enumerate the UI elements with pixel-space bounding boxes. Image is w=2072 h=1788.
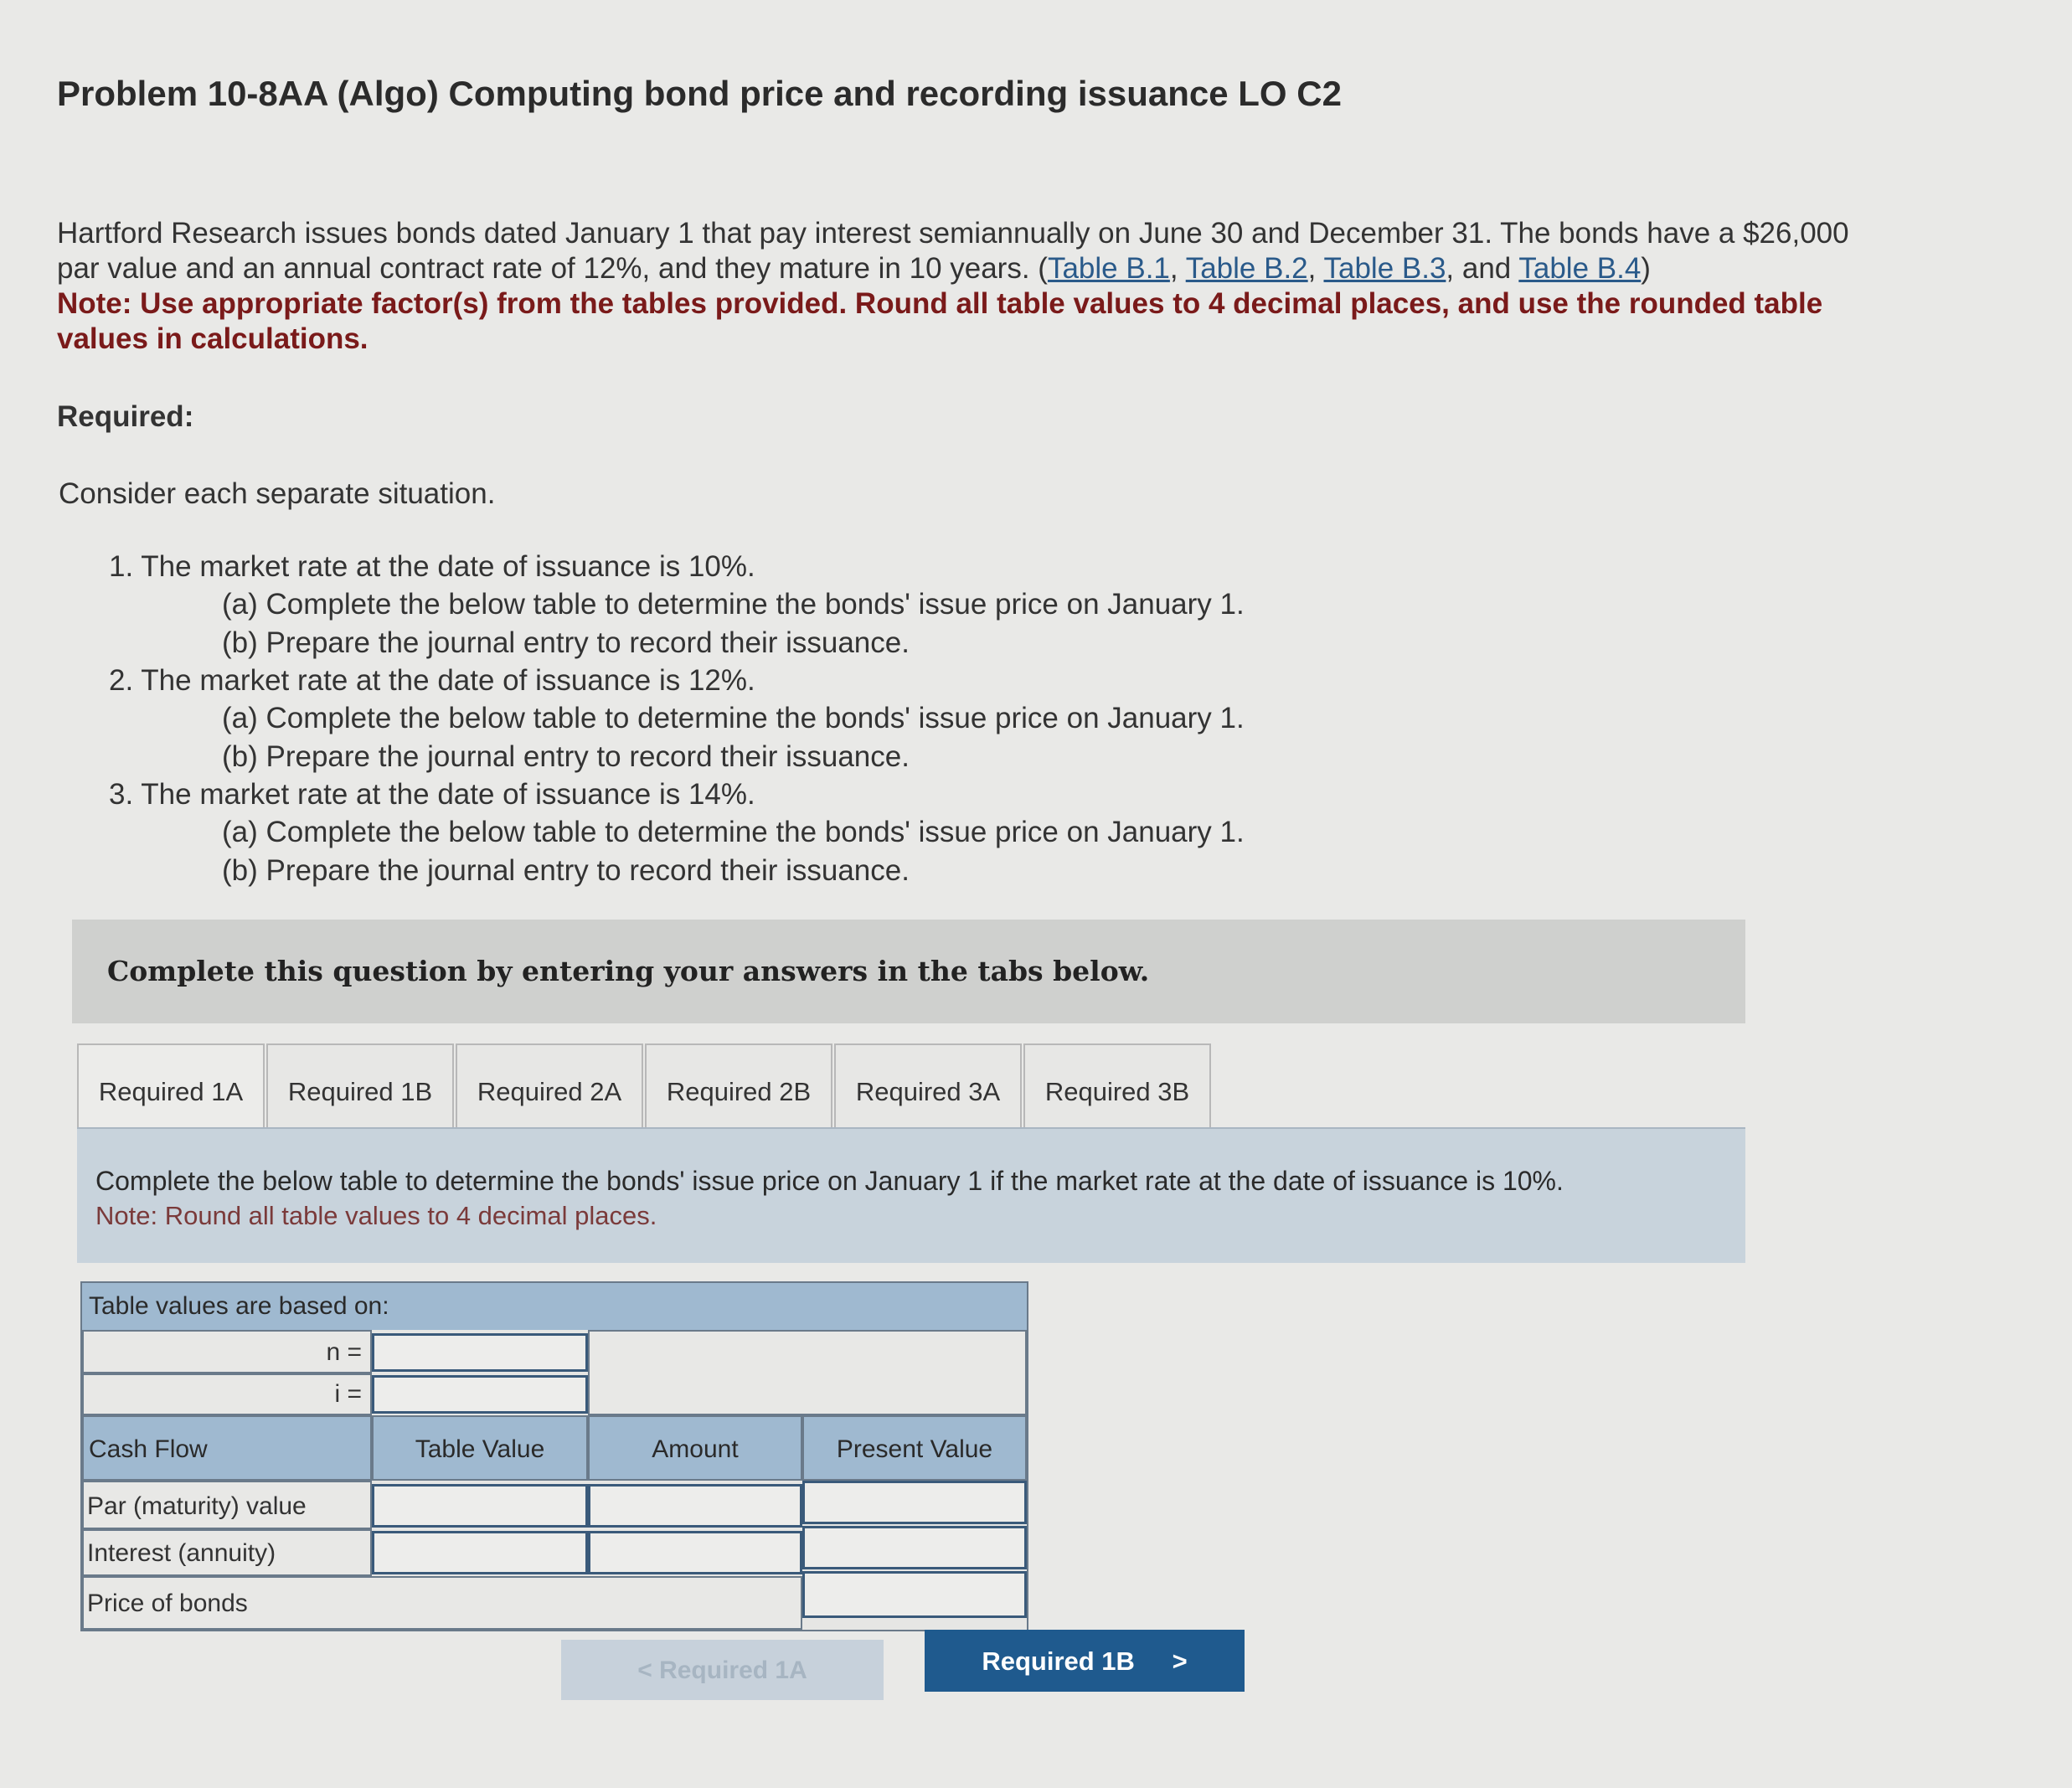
interest-table-value-input[interactable] bbox=[372, 1531, 588, 1574]
row-label: Price of bonds bbox=[87, 1590, 248, 1617]
tab-required-3b[interactable]: Required 3B bbox=[1023, 1043, 1211, 1137]
n-label: n = bbox=[326, 1338, 362, 1366]
price-of-bonds-input[interactable] bbox=[802, 1571, 1027, 1618]
link-separator: , bbox=[1169, 252, 1186, 285]
link-separator: , and bbox=[1446, 252, 1519, 285]
tab-required-2a[interactable]: Required 2A bbox=[456, 1043, 643, 1137]
required-heading: Required: bbox=[57, 400, 194, 433]
table-row bbox=[82, 1481, 372, 1529]
col-present-value: Present Value bbox=[802, 1415, 1027, 1481]
intro-close: ) bbox=[1641, 252, 1651, 285]
table-based-on-header: Table values are based on: bbox=[82, 1283, 1027, 1330]
par-table-value-input[interactable] bbox=[372, 1484, 588, 1528]
table-b3-link[interactable]: Table B.3 bbox=[1323, 252, 1446, 285]
prev-button-label: Required 1A bbox=[659, 1657, 807, 1684]
panel-note: Note: Round all table values to 4 decimal places. bbox=[95, 1201, 657, 1230]
list-subitem: (b) Prepare the journal entry to record their issuance. bbox=[222, 854, 910, 887]
i-input[interactable] bbox=[372, 1375, 588, 1414]
i-label-cell bbox=[82, 1373, 372, 1415]
table-b1-link[interactable]: Table B.1 bbox=[1047, 252, 1170, 285]
list-subitem: (a) Complete the below table to determine the bonds' issue price on January 1. bbox=[222, 588, 1245, 621]
list-subitem: (a) Complete the below table to determine the bonds' issue price on January 1. bbox=[222, 816, 1245, 848]
problem-intro bbox=[57, 216, 1883, 357]
blank-cell bbox=[588, 1330, 1027, 1415]
col-amount: Amount bbox=[588, 1415, 802, 1481]
instructions-banner bbox=[72, 920, 1745, 1023]
par-amount-input[interactable] bbox=[588, 1484, 802, 1528]
table-row bbox=[82, 1576, 802, 1630]
next-button[interactable] bbox=[925, 1630, 1245, 1692]
intro-text: Hartford Research issues bonds dated January 1 that pay interest semiannually on June 30 and December 31. The bonds have a $26,000 par value and an annual contract rate of 12%, and they mature in 10 years. ( bbox=[57, 217, 1849, 285]
instructions-text: Complete this question by entering your answers in the tabs below. bbox=[107, 955, 1150, 987]
list-subitem: (b) Prepare the journal entry to record their issuance. bbox=[222, 626, 910, 659]
requirement-list bbox=[109, 549, 1245, 890]
par-present-value-input[interactable] bbox=[802, 1481, 1027, 1524]
problem-title: Problem 10-8AA (Algo) Computing bond price and recording issuance LO C2 bbox=[57, 74, 1342, 113]
list-subitem: (b) Prepare the journal entry to record their issuance. bbox=[222, 740, 910, 773]
tab-required-1a[interactable]: Required 1A bbox=[77, 1043, 265, 1144]
list-item: 1. The market rate at the date of issuance is 10%. bbox=[109, 550, 755, 583]
table-b2-link[interactable]: Table B.2 bbox=[1185, 252, 1308, 285]
col-table-value: Table Value bbox=[372, 1415, 588, 1481]
tab-required-3a[interactable]: Required 3A bbox=[834, 1043, 1022, 1137]
n-label-cell bbox=[82, 1330, 372, 1373]
panel-instruction: Complete the below table to determine the bonds' issue price on January 1 if the market rate at the date of issuance is 10%. bbox=[95, 1166, 1564, 1196]
next-button-label: Required 1B bbox=[982, 1646, 1135, 1676]
interest-present-value-input[interactable] bbox=[802, 1526, 1027, 1569]
link-separator: , bbox=[1307, 252, 1324, 285]
n-input[interactable] bbox=[372, 1333, 588, 1372]
list-item: 3. The market rate at the date of issuance is 14%. bbox=[109, 778, 755, 811]
table-row bbox=[82, 1529, 372, 1576]
bond-price-table bbox=[80, 1281, 1028, 1631]
chevron-left-icon: < bbox=[637, 1657, 652, 1684]
consider-text: Consider each separate situation. bbox=[59, 477, 496, 510]
tab-required-1b[interactable]: Required 1B bbox=[266, 1043, 454, 1137]
list-item: 2. The market rate at the date of issuance is 12%. bbox=[109, 664, 755, 697]
tab-panel-instructions bbox=[77, 1127, 1745, 1263]
table-b4-link[interactable]: Table B.4 bbox=[1518, 252, 1642, 285]
rounding-note: Note: Use appropriate factor(s) from the tables provided. Round all table values to 4 decimal places, and use the rounded table values in calculations. bbox=[57, 287, 1823, 355]
chevron-right-icon: > bbox=[1172, 1646, 1188, 1676]
list-subitem: (a) Complete the below table to determine the bonds' issue price on January 1. bbox=[222, 702, 1245, 734]
row-label: Par (maturity) value bbox=[87, 1492, 307, 1520]
row-label: Interest (annuity) bbox=[87, 1539, 276, 1567]
i-label: i = bbox=[334, 1380, 362, 1408]
interest-amount-input[interactable] bbox=[588, 1531, 802, 1574]
tab-required-2b[interactable]: Required 2B bbox=[645, 1043, 832, 1137]
col-cash-flow: Cash Flow bbox=[82, 1415, 372, 1481]
prev-button[interactable] bbox=[561, 1640, 884, 1700]
